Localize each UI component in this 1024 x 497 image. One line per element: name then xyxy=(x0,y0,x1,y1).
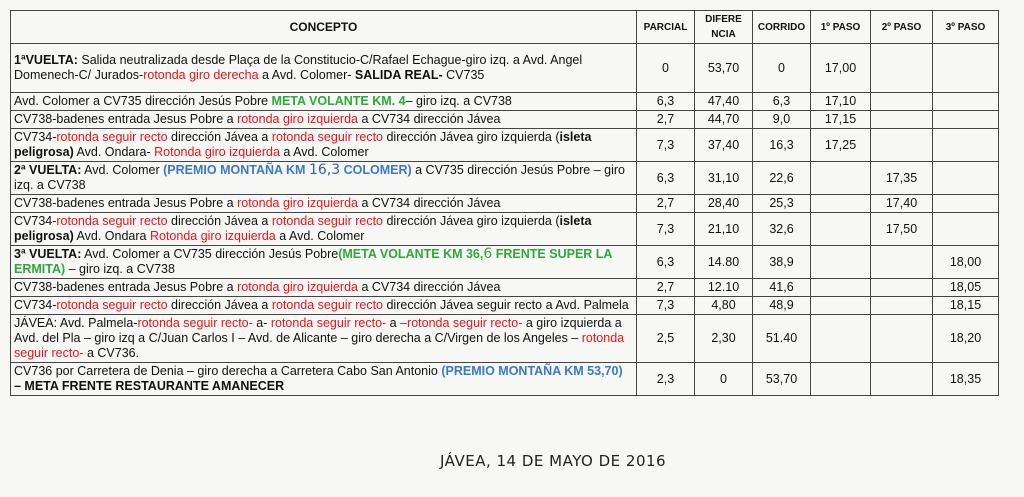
paso2-cell: 17,50 xyxy=(871,213,933,246)
paso3-cell xyxy=(933,162,999,195)
paso3-cell xyxy=(933,213,999,246)
paso1-cell xyxy=(811,297,871,315)
diferencia-cell: 47,40 xyxy=(695,93,753,111)
concept-cell xyxy=(11,246,637,279)
concept-text: JÁVEA: Avd. Palmela- xyxy=(14,316,138,330)
mountain-prize-label: (PREMIO MONTAÑA KM 53,70) xyxy=(441,364,623,378)
parcial-cell: 2,5 xyxy=(637,315,695,363)
roundabout-text: rotonda seguir recto xyxy=(56,298,168,312)
concept-text: CV734- xyxy=(14,214,57,228)
roundabout-text: rotonda giro derecha xyxy=(143,68,259,82)
diferencia-cell: 12.10 xyxy=(695,279,753,297)
roundabout-text: rotonda giro izquierda xyxy=(237,280,358,294)
roundabout-text: rotonda seguir recto xyxy=(271,214,383,228)
diferencia-cell: 2,30 xyxy=(695,315,753,363)
concept-text: Avd. Ondara xyxy=(73,229,150,243)
mountain-prize-label: (PREMIO MONTAÑA KM xyxy=(163,163,309,177)
paso3-cell xyxy=(933,195,999,213)
diferencia-cell: 44,70 xyxy=(695,111,753,129)
paso2-cell xyxy=(871,129,933,162)
concept-cell xyxy=(11,363,637,396)
paso1-cell xyxy=(811,213,871,246)
roundabout-text: rotonda seguir recto- xyxy=(14,331,625,360)
diferencia-cell: 28,40 xyxy=(695,195,753,213)
paso2-cell xyxy=(871,111,933,129)
paso2-cell xyxy=(871,246,933,279)
paso2-cell xyxy=(871,297,933,315)
corrido-cell: 41,6 xyxy=(753,279,811,297)
sprint-label: (META VOLANTE KM 36, xyxy=(338,247,484,261)
paso1-cell xyxy=(811,279,871,297)
table-row xyxy=(11,129,999,162)
paso3-cell: 18,35 xyxy=(933,363,999,396)
corrido-cell: 0 xyxy=(753,44,811,93)
header-paso3: 3º PASO xyxy=(933,11,999,44)
concept-cell xyxy=(11,297,637,315)
parcial-cell: 2,7 xyxy=(637,111,695,129)
concept-text: CV738-badenes entrada Jesus Pobre a xyxy=(14,280,238,294)
concept-text: a CV736. xyxy=(83,346,140,360)
concept-text: – giro izq. a CV738 xyxy=(405,94,512,108)
concept-text: CV734- xyxy=(14,298,57,312)
corrido-cell: 38,9 xyxy=(753,246,811,279)
table-row xyxy=(11,363,999,396)
roundabout-text: rotonda giro izquierda xyxy=(237,112,358,126)
mountain-prize-label: COLOMER) xyxy=(340,163,412,177)
paso2-cell xyxy=(871,44,933,93)
concept-text: a- xyxy=(252,316,271,330)
place-date-footer: JÁVEA, 14 DE MAYO DE 2016 xyxy=(440,452,667,470)
diferencia-cell: 53,70 xyxy=(695,44,753,93)
roundabout-text: –rotonda seguir recto- xyxy=(400,316,523,330)
corrido-cell: 51.40 xyxy=(753,315,811,363)
concept-cell xyxy=(11,129,637,162)
roundabout-text: rotonda seguir recto- xyxy=(270,316,387,330)
paso2-cell xyxy=(871,93,933,111)
parcial-cell: 2,7 xyxy=(637,195,695,213)
table-row xyxy=(11,213,999,246)
paso3-cell xyxy=(933,111,999,129)
table-row xyxy=(11,279,999,297)
parcial-cell: 7,3 xyxy=(637,297,695,315)
concept-text: – giro izq. a CV738 xyxy=(65,262,175,276)
paso2-cell: 17,35 xyxy=(871,162,933,195)
paso1-cell xyxy=(811,246,871,279)
concept-text: a CV734 dirección Jávea xyxy=(358,196,501,210)
diferencia-cell: 21,10 xyxy=(695,213,753,246)
paso2-cell xyxy=(871,279,933,297)
table-row xyxy=(11,315,999,363)
concept-text: a CV734 dirección Jávea xyxy=(358,112,501,126)
concept-cell xyxy=(11,279,637,297)
concept-text: Avd. Colomer a CV735 dirección Jesús Pobre xyxy=(14,94,272,108)
concept-text: CV734- xyxy=(14,130,57,144)
handwritten-km: 6 xyxy=(483,246,493,262)
table-row xyxy=(11,93,999,111)
table-row xyxy=(11,195,999,213)
concept-text: Avd. Colomer xyxy=(81,163,164,177)
header-parcial: PARCIAL xyxy=(637,11,695,44)
paso1-cell xyxy=(811,315,871,363)
header-concepto: CONCEPTO xyxy=(11,11,637,44)
parcial-cell: 6,3 xyxy=(637,246,695,279)
concept-cell xyxy=(11,44,637,93)
roundabout-text: Rotonda giro izquierda xyxy=(149,229,276,243)
paso3-cell: 18,20 xyxy=(933,315,999,363)
start-label: SALIDA REAL- xyxy=(354,68,443,82)
roundabout-text: rotonda seguir recto xyxy=(56,214,168,228)
corrido-cell: 48,9 xyxy=(753,297,811,315)
hazard-label: isleta peligrosa) xyxy=(14,130,592,159)
roundabout-text: rotonda seguir recto- xyxy=(137,316,253,330)
concept-text: dirección Jávea giro izquierda ( xyxy=(383,130,560,144)
concept-text: dirección Jávea a xyxy=(167,130,272,144)
roundabout-text: Rotonda giro izquierda xyxy=(154,145,280,159)
concept-cell xyxy=(11,315,637,363)
header-paso1: 1º PASO xyxy=(811,11,871,44)
parcial-cell: 2,7 xyxy=(637,279,695,297)
paso1-cell: 17,10 xyxy=(811,93,871,111)
corrido-cell: 32,6 xyxy=(753,213,811,246)
concept-text: dirección Jávea seguir recto a Avd. Palmela xyxy=(383,298,629,312)
concept-text: a xyxy=(386,316,401,330)
roundabout-text: rotonda seguir recto xyxy=(271,298,383,312)
parcial-cell: 6,3 xyxy=(637,162,695,195)
handwritten-km: 16,3 xyxy=(308,162,341,178)
concept-cell xyxy=(11,195,637,213)
diferencia-cell: 37,40 xyxy=(695,129,753,162)
concept-text: a Avd. Colomer xyxy=(279,145,369,159)
paso1-cell xyxy=(811,195,871,213)
concept-text: dirección Jávea a xyxy=(167,214,272,228)
diferencia-cell: 4,80 xyxy=(695,297,753,315)
lap-label: 2ª VUELTA: xyxy=(14,163,82,177)
paso2-cell: 17,40 xyxy=(871,195,933,213)
lap-label: 1ªVUELTA: xyxy=(14,53,78,67)
table-row xyxy=(11,162,999,195)
concept-text: a giro izquierda a Avd. del Pla – giro izq a C/Juan Carlos I – Avd. de Alicante – giro derecha a C/Virgen de los Angeles – xyxy=(14,316,622,345)
lap-label: 3ª VUELTA: xyxy=(14,247,82,261)
concept-text: a Avd. Colomer- xyxy=(258,68,355,82)
concept-text: CV736 por Carretera de Denia – giro derecha a Carretera Cabo San Antonio xyxy=(14,364,442,378)
concept-text: Salida neutralizada desde Plaça de la Constitucio-C/Rafael Echague-giro izq. a Avd. Angel Domenech-C/ Jurados- xyxy=(14,53,583,82)
paso1-cell xyxy=(811,162,871,195)
table-row xyxy=(11,297,999,315)
finish-label: – META FRENTE RESTAURANTE AMANECER xyxy=(14,379,285,393)
route-schedule-table xyxy=(10,10,999,396)
concept-text: CV738-badenes entrada Jesus Pobre a xyxy=(14,196,238,210)
table-row xyxy=(11,246,999,279)
paso1-cell xyxy=(811,363,871,396)
concept-text: dirección Jávea giro izquierda ( xyxy=(383,214,560,228)
diferencia-cell: 0 xyxy=(695,363,753,396)
parcial-cell: 6,3 xyxy=(637,93,695,111)
parcial-cell: 7,3 xyxy=(637,129,695,162)
parcial-cell: 7,3 xyxy=(637,213,695,246)
diferencia-cell: 31,10 xyxy=(695,162,753,195)
paso2-cell xyxy=(871,363,933,396)
sprint-label: META VOLANTE KM. 4 xyxy=(271,94,406,108)
paso1-cell: 17,25 xyxy=(811,129,871,162)
paso2-cell xyxy=(871,315,933,363)
concept-text: CV735 xyxy=(442,68,485,82)
header-paso2: 2º PASO xyxy=(871,11,933,44)
paso3-cell xyxy=(933,129,999,162)
hazard-label: isleta peligrosa) xyxy=(14,214,592,243)
concept-text: CV738-badenes entrada Jesus Pobre a xyxy=(14,112,238,126)
corrido-cell: 9,0 xyxy=(753,111,811,129)
header-corrido: CORRIDO xyxy=(753,11,811,44)
parcial-cell: 0 xyxy=(637,44,695,93)
concept-cell xyxy=(11,93,637,111)
table-row xyxy=(11,111,999,129)
corrido-cell: 25,3 xyxy=(753,195,811,213)
corrido-cell: 6,3 xyxy=(753,93,811,111)
corrido-cell: 22,6 xyxy=(753,162,811,195)
concept-text: dirección Jávea a xyxy=(167,298,272,312)
paso3-cell: 18,15 xyxy=(933,297,999,315)
table-row xyxy=(11,44,999,93)
concept-text: Avd. Ondara- xyxy=(73,145,155,159)
concept-text: Avd. Colomer a CV735 dirección Jesús Pobre xyxy=(81,247,339,261)
roundabout-text: rotonda seguir recto xyxy=(271,130,383,144)
diferencia-cell: 14.80 xyxy=(695,246,753,279)
parcial-cell: 2,3 xyxy=(637,363,695,396)
concept-text: a Avd. Colomer xyxy=(275,229,365,243)
corrido-cell: 16,3 xyxy=(753,129,811,162)
header-row xyxy=(11,11,999,44)
concept-cell xyxy=(11,162,637,195)
concept-cell xyxy=(11,213,637,246)
paso3-cell: 18,05 xyxy=(933,279,999,297)
paso3-cell xyxy=(933,93,999,111)
paso1-cell: 17,15 xyxy=(811,111,871,129)
paso1-cell: 17,00 xyxy=(811,44,871,93)
roundabout-text: rotonda seguir recto xyxy=(56,130,168,144)
concept-text: a CV735 dirección Jesús Pobre – giro izq. a CV738 xyxy=(14,163,625,192)
paso3-cell xyxy=(933,44,999,93)
paso3-cell: 18,00 xyxy=(933,246,999,279)
corrido-cell: 53,70 xyxy=(753,363,811,396)
sprint-label: FRENTE SUPER LA ERMITA) xyxy=(14,247,612,276)
header-diferencia: DIFERE NCIA xyxy=(695,11,753,44)
concept-text: a CV734 dirección Jávea xyxy=(358,280,501,294)
roundabout-text: rotonda giro izquierda xyxy=(237,196,358,210)
concept-cell xyxy=(11,111,637,129)
